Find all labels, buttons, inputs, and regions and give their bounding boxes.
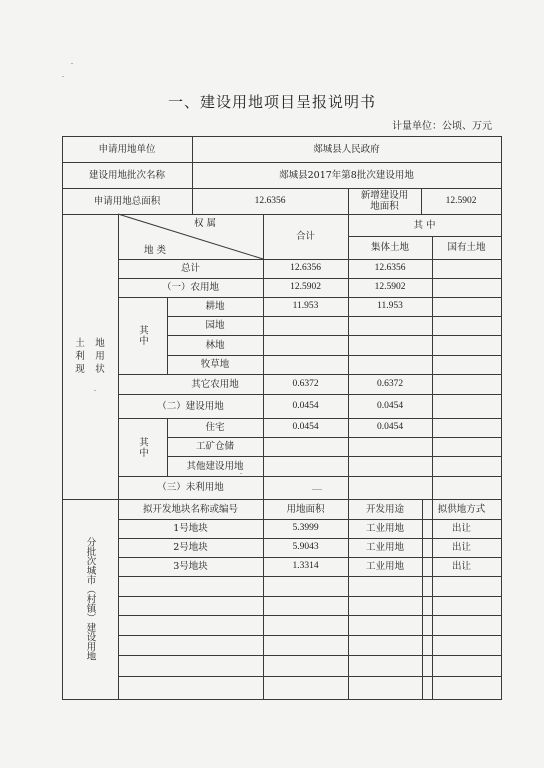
row-construction-sum: 0.0454 [292,400,319,411]
col-plot-name: 拟开发地块名称或编号 [142,503,238,515]
plot-row-2-area: 5.9043 [292,542,319,552]
row-farmland-collective: 12.5902 [374,282,406,292]
plot-row-2-use: 工业用地 [365,542,404,553]
plot-row-1-name: 1号地块 [173,523,208,534]
row-farmland-sum: 12.5902 [290,282,321,292]
new-area-value: 12.5902 [445,195,477,206]
row-other-farm-collective: 0.6372 [376,378,404,389]
batch-value: 郯城县2017年第8批次建设用地 [279,169,414,181]
row-other-con-label: 其他建设用地 [186,460,244,472]
row-farmland-label: （一）农用地 [161,282,219,293]
plot-row-1-supply: 出让 [451,523,471,534]
row-construction-label: （二）建设用地 [157,400,224,412]
new-area-label-line2: 地面积 [370,201,399,212]
plot-row-3-supply: 出让 [451,561,471,572]
new-area-label-line1: 新增建设用 [360,190,409,201]
col-plot-area: 用地面积 [286,503,325,515]
total-area-label: 申请用地总面积 [93,195,161,207]
construction-among-label: 其中 [137,436,148,458]
row-other-farm-label: 其它农用地 [191,378,239,390]
col-ownership: 权 属 [193,217,217,229]
land-use-section-label: 土 地 利 用 现 状 [75,338,105,375]
col-total: 合计 [295,231,315,242]
row-construction-collective: 0.0454 [376,400,404,411]
plots-section-label [62,499,118,699]
row-total-collective: 12.6356 [374,263,406,273]
row-grass-label: 牧草地 [200,359,230,370]
col-plot-supply: 拟供地方式 [437,503,486,515]
document-title: 一、建设用地项目呈报说明书 [167,93,376,111]
applicant-label: 申请用地单位 [98,143,156,155]
row-unused-label: （三）未利用地 [157,482,224,493]
row-arable-sum: 11.953 [292,301,319,311]
unit-note: 计量单位：公顷、万元 [392,121,492,132]
row-residential-sum: 0.0454 [292,422,319,432]
plots-section-text: 分批次城市（村镇）建设用地 [84,537,96,661]
col-among: 其 中 [413,219,436,231]
row-forest-label: 林地 [205,339,225,351]
plot-row-1-area: 5.3999 [292,523,319,533]
row-arable-collective: 11.953 [377,301,403,311]
row-residential-label: 住宅 [205,422,225,433]
plot-row-2-supply: 出让 [451,542,471,553]
col-category: 地 类 [143,244,167,256]
new-area-label [348,188,421,214]
plot-row-2-name: 2号地块 [173,542,208,553]
row-garden-label: 园地 [205,320,225,331]
row-industrial-label: 工矿仓储 [195,441,234,452]
row-total-label: 总计 [180,263,200,274]
plot-row-3-name: 3号地块 [173,561,208,572]
col-collective: 集体土地 [370,242,409,253]
batch-label: 建设用地批次名称 [88,169,165,181]
row-total-sum: 12.6356 [290,263,321,273]
plot-row-3-use: 工业用地 [365,561,404,572]
row-residential-collective: 0.0454 [376,422,404,432]
plot-row-1-use: 工业用地 [365,523,404,534]
col-state: 国有土地 [447,242,486,253]
total-area-value: 12.6356 [254,195,286,206]
col-plot-use: 开发用途 [365,503,404,515]
farmland-among-label: 其中 [137,325,148,346]
row-other-farm-sum: 0.6372 [292,378,319,389]
row-arable-label: 耕地 [205,301,225,312]
plot-row-3-area: 1.3314 [292,561,319,571]
applicant-value: 郯城县人民政府 [313,143,380,155]
